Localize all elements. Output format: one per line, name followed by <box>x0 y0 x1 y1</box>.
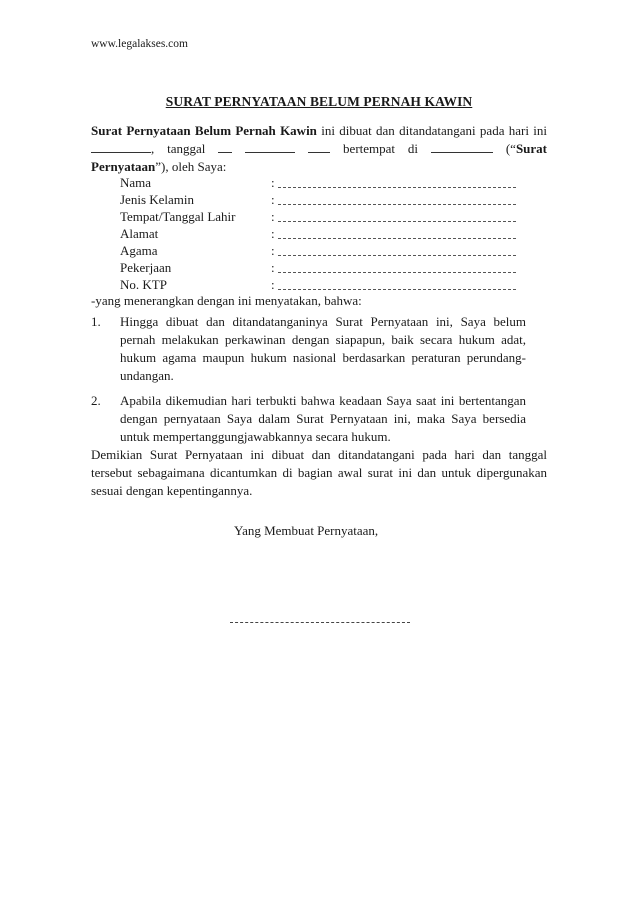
field-row-jenis-kelamin <box>120 191 520 208</box>
intro-paragraph <box>91 122 547 176</box>
statement-list <box>91 313 526 453</box>
field-row-agama <box>120 242 520 259</box>
field-label: No. KTP <box>120 277 167 292</box>
intro-bold-quote: Surat Pernyataan <box>91 141 548 174</box>
field-label: Alamat <box>120 226 159 241</box>
statement-text: Apabila dikemudian hari terbukti bahwa keadaan Saya saat ini bertentangan dengan pernyataan Saya dalam Surat Pernyataan ini, maka Saya bersedia untuk mempertanggungjawabkannya secara hukum. <box>120 393 526 444</box>
statement-number: 2. <box>91 393 101 408</box>
document-title: SURAT PERNYATAAN BELUM PERNAH KAWIN <box>165 94 473 109</box>
field-blank-line <box>278 221 516 222</box>
field-colon: : <box>271 226 275 241</box>
signature-line <box>230 622 410 623</box>
website-url: www.legalakses.com <box>91 38 188 50</box>
field-blank-line <box>278 238 516 239</box>
identity-fields <box>120 174 520 293</box>
intro-bold-lead: Surat Pernyataan Belum Pernah Kawin <box>91 123 317 138</box>
intro-text-5: ”), oleh Saya: <box>155 159 227 174</box>
field-colon: : <box>271 277 275 292</box>
intro-text-1: ini dibuat dan ditandatangani pada hari ini <box>316 123 547 138</box>
date-month-blank <box>245 140 295 153</box>
field-row-tempat-tanggal-lahir <box>120 208 520 225</box>
declaration-intro: -yang menerangkan dengan ini menyatakan, bahwa: <box>91 293 362 308</box>
field-label: Pekerjaan <box>120 260 172 275</box>
field-blank-line <box>278 255 516 256</box>
field-row-alamat <box>120 225 520 242</box>
field-colon: : <box>271 175 275 190</box>
field-colon: : <box>271 209 275 224</box>
intro-text-4: (“ <box>492 141 516 156</box>
field-label: Agama <box>120 243 158 258</box>
field-label: Nama <box>120 175 152 190</box>
field-label: Tempat/Tanggal Lahir <box>120 209 236 224</box>
intro-text-3: bertempat di <box>330 141 431 156</box>
day-blank <box>91 140 151 153</box>
signature-label: Yang Membuat Pernyataan, <box>234 523 379 538</box>
place-blank <box>431 140 493 153</box>
date-year-blank <box>308 140 330 153</box>
field-blank-line <box>278 272 516 273</box>
field-row-no-ktp <box>120 276 520 293</box>
field-row-nama <box>120 174 520 191</box>
intro-text-2: , tanggal <box>151 141 219 156</box>
field-colon: : <box>271 243 275 258</box>
statement-number: 1. <box>91 314 101 329</box>
field-blank-line <box>278 289 516 290</box>
field-colon: : <box>271 192 275 207</box>
statement-item <box>91 392 526 446</box>
closing-paragraph: Demikian Surat Pernyataan ini dibuat dan ditandatangani pada hari dan tanggal tersebut sebagaimana dicantumkan di bagian awal surat ini dan untuk dipergunakan sesuai dengan kepentingannya. <box>91 447 547 498</box>
statement-item <box>91 313 526 385</box>
field-row-pekerjaan <box>120 259 520 276</box>
date-day-blank <box>218 140 232 153</box>
field-label: Jenis Kelamin <box>120 192 195 207</box>
field-blank-line <box>278 204 516 205</box>
field-colon: : <box>271 260 275 275</box>
field-blank-line <box>278 187 516 188</box>
statement-text: Hingga dibuat dan ditandatanganinya Surat Pernyataan ini, Saya belum pernah melakukan perkawinan dengan siapapun, baik secara hukum adat, hukum agama maupun hukum nasional berdasarkan peraturan perundang-undangan. <box>120 314 526 383</box>
